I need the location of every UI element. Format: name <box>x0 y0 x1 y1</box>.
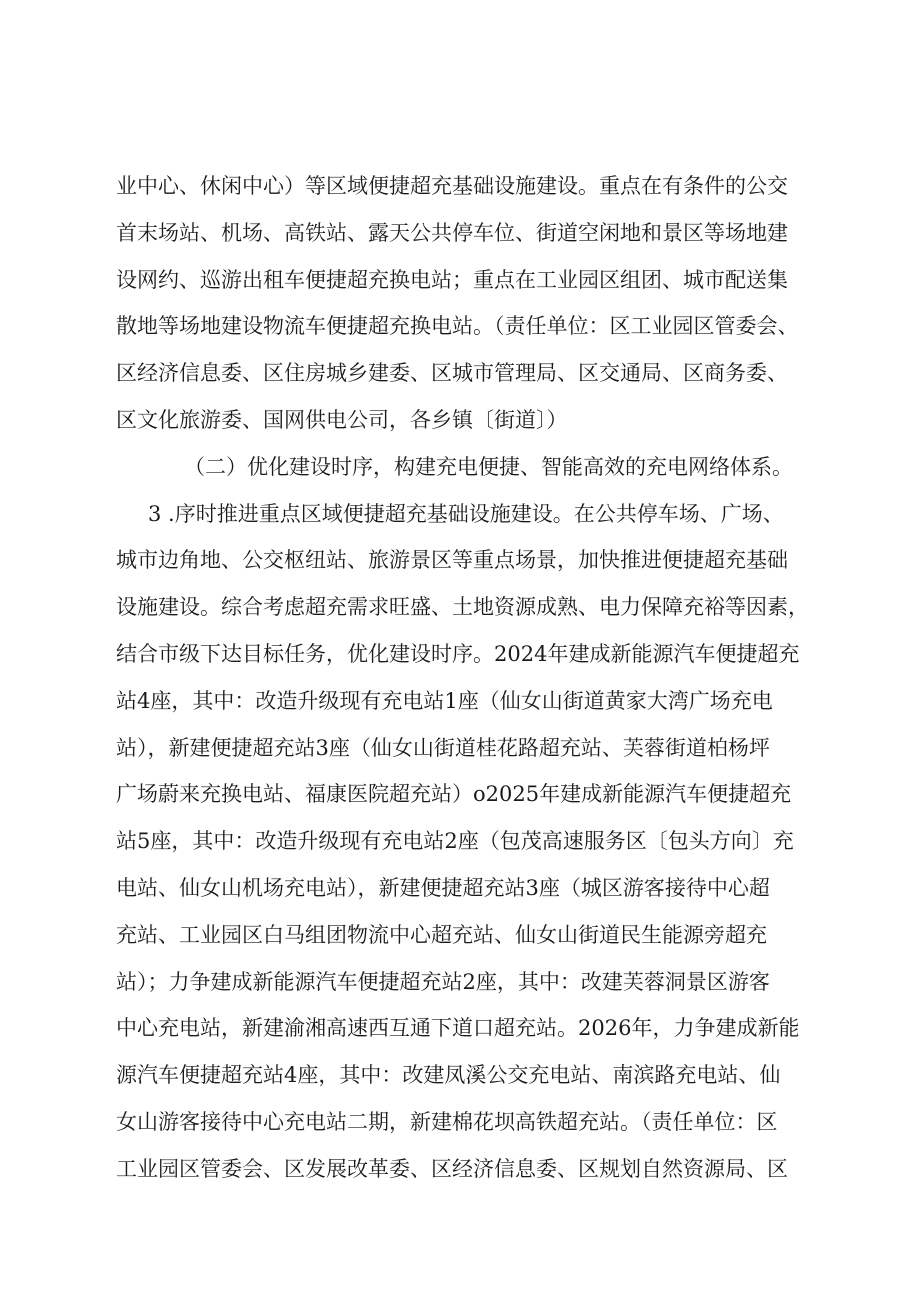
body-text <box>116 163 816 1193</box>
text-line: 区文化旅游委、国网供电公司，各乡镇〔街道〕） <box>116 407 568 432</box>
text-line: 设施建设。综合考虑超充需求旺盛、土地资源成熟、电力保障充裕等因素， <box>116 595 809 620</box>
text-line: 源汽车便捷超充站4座，其中：改建凤溪公交充电站、南滨路充电站、仙 <box>116 1063 781 1088</box>
text-line: 女山游客接待中心充电站二期，新建棉花坝高铁超充站。（责任单位：区 <box>116 1109 778 1134</box>
text-line: 城市边角地、公交枢纽站、旅游景区等重点场景，加快推进便捷超充基础 <box>116 548 788 573</box>
text-line: 结合市级下达目标任务，优化建设时序。2024年建成新能源汽车便捷超充 <box>116 641 800 666</box>
text-line: 业中心、休闲中心）等区域便捷超充基础设施建设。重点在有条件的公交 <box>116 174 788 198</box>
text-line: 广场蔚来充换电站、福康医院超充站）o2025年建成新能源汽车便捷超充 <box>116 782 792 807</box>
text-line: 站4座，其中：改造升级现有充电站1座（仙女山街道黄家大湾广场充电 <box>116 688 773 713</box>
text-line: 散地等场地建设物流车便捷超充换电站。（责任单位：区工业园区管委会、 <box>116 314 799 339</box>
text-line: 首末场站、机场、高铁站、露天公共停车位、街道空闲地和景区等场地建 <box>116 220 788 245</box>
text-line: 中心充电站，新建渝湘高速西互通下道口超充站。2026年，力争建成新能 <box>116 1016 800 1041</box>
text-line: 充站、工业园区白马组团物流中心超充站、仙女山街道民生能源旁超充 <box>116 922 767 947</box>
text-line: 区经济信息委、区住房城乡建委、区城市管理局、区交通局、区商务委、 <box>116 361 788 386</box>
text-line: 设网约、巡游出租车便捷超充换电站；重点在工业园区组团、城市配送集 <box>116 267 788 292</box>
text-line: 3 .序时推进重点区域便捷超充基础设施建设。在公共停车场、广场、 <box>148 501 784 526</box>
text-line: 站）；力争建成新能源汽车便捷超充站2座，其中：改建芙蓉洞景区游客 <box>116 969 770 994</box>
text-line: 工业园区管委会、区发展改革委、区经济信息委、区规划自然资源局、区 <box>116 1156 788 1181</box>
section-heading: （二）优化建设时序，构建充电便捷、智能高效的充电网络体系。 <box>184 454 793 479</box>
text-line: 站5座，其中：改造升级现有充电站2座（包茂高速服务区〔包头方向〕充 <box>116 829 794 854</box>
text-line: 站），新建便捷超充站3座（仙女山街道桂花路超充站、芙蓉街道柏杨坪 <box>116 735 770 760</box>
text-line: 电站、仙女山机场充电站），新建便捷超充站3座（城区游客接待中心超 <box>116 875 770 900</box>
